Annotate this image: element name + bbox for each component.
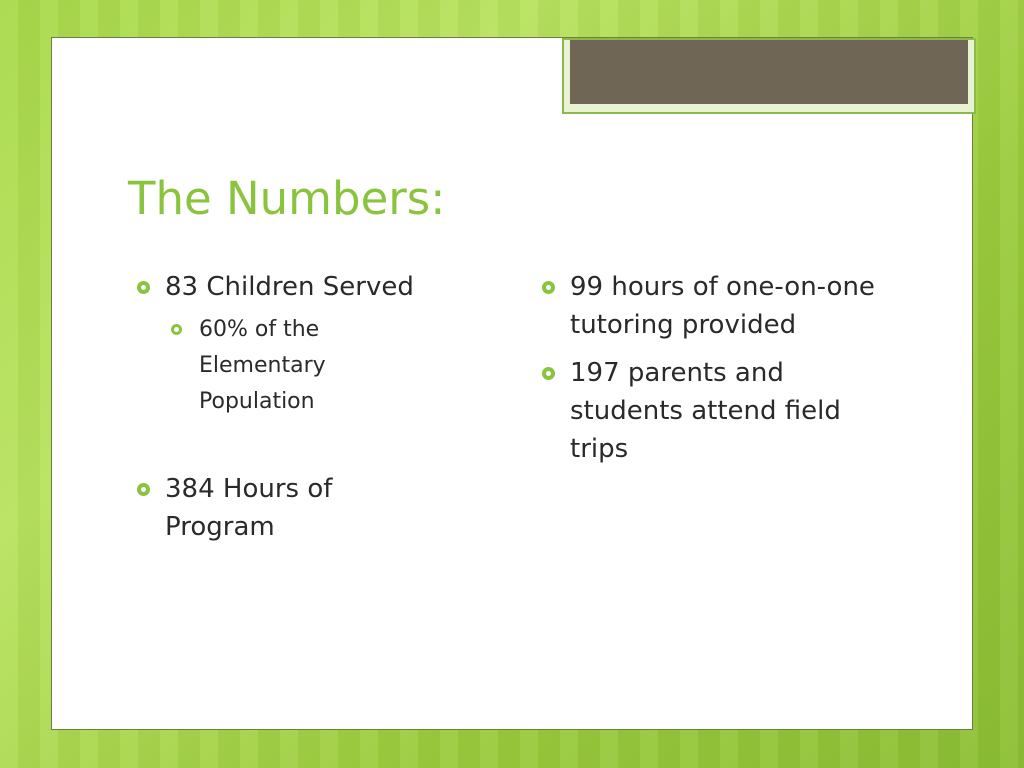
bullet-item [135,268,485,420]
bullet-ring-icon [542,281,555,294]
photo-placeholder-frame [562,38,976,114]
bullet-spacer [135,430,485,470]
bullet-ring-icon [542,367,555,380]
right-content-column [540,268,900,478]
bullet-text: 384 Hours of Program [165,474,333,542]
sub-bullet-ring-icon [171,324,182,335]
bullet-ring-icon [137,281,150,294]
bullet-item [135,470,485,546]
bullet-text: 197 parents and students attend field trips [570,358,841,464]
bullet-item [540,354,900,468]
left-content-column [135,268,485,556]
bullet-ring-icon [137,483,150,496]
photo-placeholder [570,40,968,104]
bullet-item [540,268,900,344]
slide-title: The Numbers: [128,172,446,225]
bullet-text: 99 hours of one-on-one tutoring provided [570,272,875,340]
bullet-text: 83 Children Served [165,272,414,302]
sub-bullet-text: 60% of the Elementary Population [199,317,326,414]
sub-bullet-item [169,312,485,420]
